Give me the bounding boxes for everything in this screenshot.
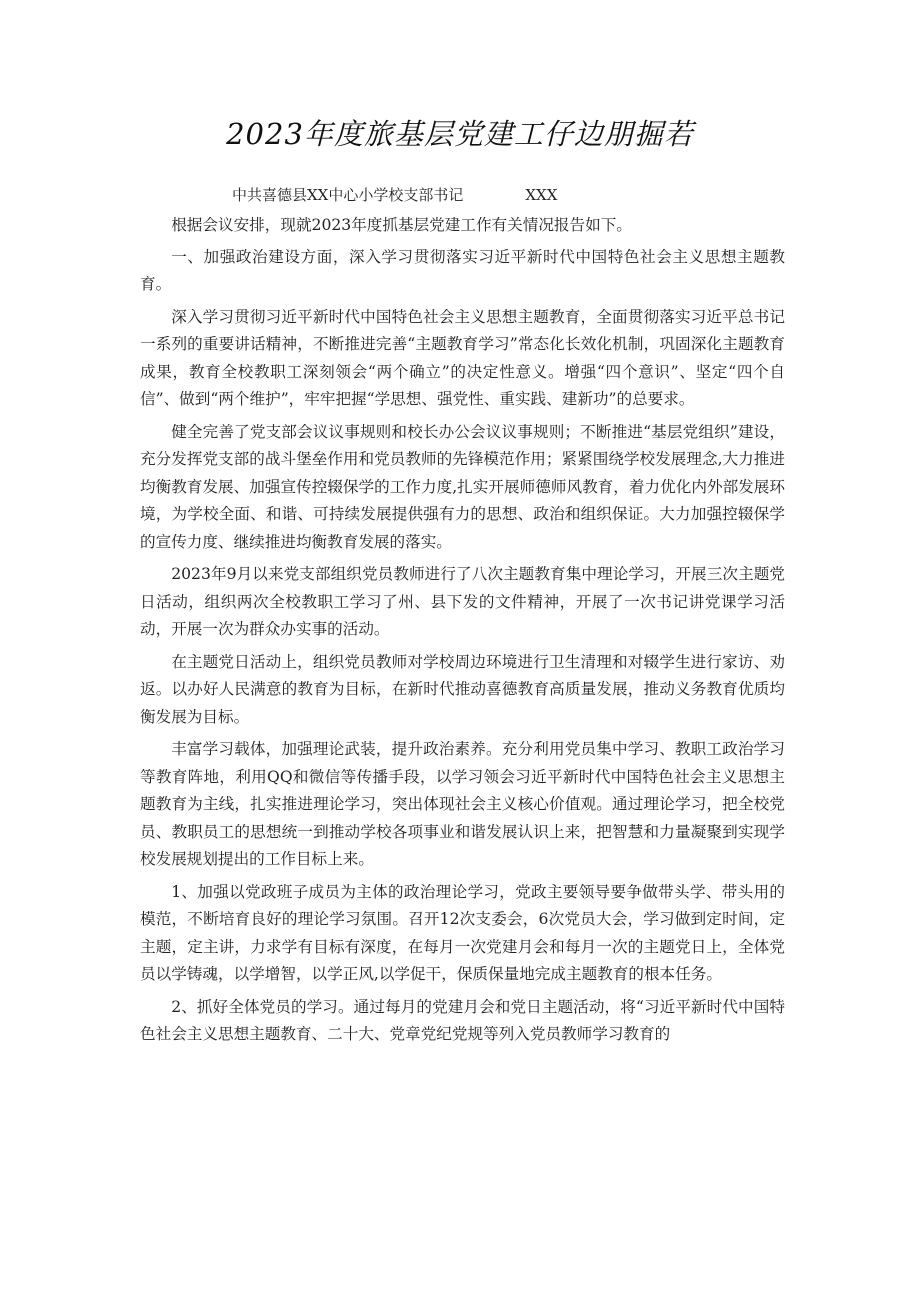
author-position: 中共喜德县XX中心小学校支部书记 <box>232 186 464 204</box>
paragraph: 深入学习贯彻习近平新时代中国特色社会主义思想主题教育，全面贯彻落实习近平总书记一系列的重要讲话精神，不断推进完善“主题教育学习”常态化长效化机制，巩固深化主题教育成果，教育全校教职工深刻领会“两个确立”的决定性意义。增强“四个意识”、坚定“四个自信”、做到“两个维护”，牢牢把握“学思想、强党性、重实践、建新功”的总要求。 <box>140 307 785 408</box>
paragraph: 健全完善了党支部会议议事规则和校长办公会议议事规则；不断推进“基层党组织”建设，充分发挥党支部的战斗堡垒作用和党员教师的先锋模范作用；紧紧围绕学校发展理念,大力推进均衡教育发展、加强宣传控辍保学的工作力度,扎实开展师德师风教育，着力优化内外部发展环境，为学校全面、和谐、可持续发展提供强有力的思想、政治和组织保证。大力加强控辍保学的宣传力度、继续推进均衡教育发展的落实。 <box>140 422 785 551</box>
paragraph: 2023年9月以来党支部组织党员教师进行了八次主题教育集中理论学习，开展三次主题党日活动，组织两次全校教职工学习了州、县下发的文件精神，开展了一次书记讲党课学习活动，开展一次为群众办实事的活动。 <box>140 565 785 638</box>
paragraph: 在主题党日活动上，组织党员教师对学校周边环境进行卫生清理和对辍学生进行家访、劝返。以办好人民满意的教育为目标，在新时代推动喜德教育高质量发展，推动义务教育优质均衡发展为目标。 <box>140 652 785 726</box>
paragraph-section-heading: 一、加强政治建设方面，深入学习贯彻落实习近平新时代中国特色社会主义思想主题教育。 <box>140 247 785 293</box>
page-title: 2023年度旅基层党建工仔边朋掘若 <box>226 117 694 151</box>
paragraph-intro: 根据会议安排，现就2023年度抓基层党建工作有关情况报告如下。 <box>171 216 632 234</box>
author-name: XXX <box>525 186 558 204</box>
paragraph: 丰富学习载体，加强理论武装，提升政治素养。充分利用党员集中学习、教职工政治学习等教育阵地，利用QQ和微信等传播手段，以学习领会习近平新时代中国特色社会主义思想主题教育为主线，扎实推进理论学习，突出体现社会主义核心价值观。通过理论学习，把全校党员、教职员工的思想统一到推动学校各项事业和谐发展认识上来，把智慧和力量凝聚到实现学校发展规划提出的工作目标上来。 <box>140 740 785 868</box>
paragraph: 1、加强以党政班子成员为主体的政治理论学习，党政主要领导要争做带头学、带头用的模范，不断培育良好的理论学习氛围。召开12次支委会，6次党员大会，学习做到定时间，定主题，定主讲，力求学有目标有深度，在每月一次党建月会和每月一次的主题党日上，全体党员以学铸魂，以学增智，以学正风,以学促干，保质保量地完成主题教育的根本任务。 <box>140 882 785 983</box>
document-body <box>140 212 785 1054</box>
paragraph: 2、抓好全体党员的学习。通过每月的党建月会和党日主题活动，将“习近平新时代中国特色社会主义思想主题教育、二十大、党章党纪党规等列入党员教师学习教育的 <box>140 997 785 1043</box>
author-line <box>232 183 557 207</box>
